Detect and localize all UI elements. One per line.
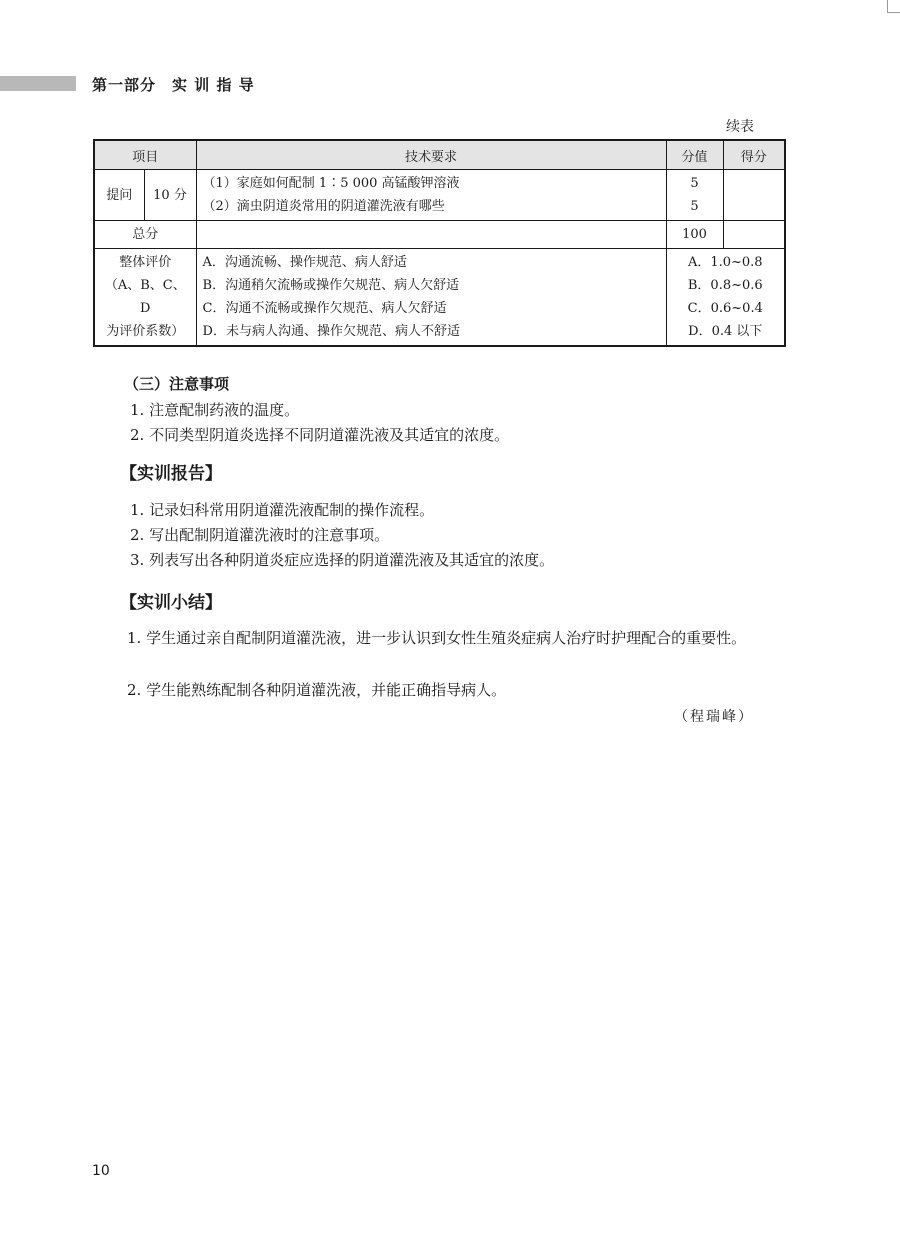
crop-mark [887, 0, 900, 13]
overall-item-cell [94, 249, 196, 347]
requirement-line: （1）家庭如何配制 1∶5 000 高锰酸钾溶液 [202, 176, 460, 191]
header-got: 得分 [723, 140, 785, 170]
total-requirement-cell [196, 221, 666, 249]
score-value: 5 [690, 199, 699, 214]
criteria-line: D．未与病人沟通、操作欠规范、病人不舒适 [202, 324, 460, 339]
report-heading: 【实训报告】 [120, 464, 222, 484]
coefficient-line: D．0.4 以下 [688, 324, 763, 339]
requirement-line: （2）滴虫阴道炎常用的阴道灌洗液有哪些 [202, 199, 445, 214]
total-score-cell: 100 [666, 221, 723, 249]
question-scores-cell [666, 170, 723, 221]
summary-item: 2. 学生能熟练配制各种阴道灌洗液，并能正确指导病人。 [127, 681, 507, 699]
overall-criteria-cell [196, 249, 666, 347]
overall-label-line: 为评价系数） [106, 324, 185, 339]
table-row [94, 170, 785, 221]
table-row [94, 221, 785, 249]
criteria-line: A．沟通流畅、操作规范、病人舒适 [202, 255, 407, 270]
summary-item: 1. 学生通过亲自配制阴道灌洗液，进一步认识到女性生殖炎症病人治疗时护理配合的重要性。 [127, 629, 747, 647]
question-requirements-cell [196, 170, 666, 221]
criteria-line: C．沟通不流畅或操作欠规范、病人欠舒适 [202, 301, 447, 316]
report-item: 2. 写出配制阴道灌洗液时的注意事项。 [130, 526, 390, 544]
running-header: 第一部分 实 训 指 导 [92, 76, 255, 94]
table-row [94, 249, 785, 347]
author-name: （程瑞峰） [674, 709, 754, 725]
overall-coefficients-cell [666, 249, 785, 347]
header-bar [0, 76, 76, 91]
notes-item: 2. 不同类型阴道炎选择不同阴道灌洗液及其适宜的浓度。 [130, 426, 510, 444]
score-value: 5 [690, 176, 699, 191]
overall-label-line: 整体评价 [119, 255, 172, 270]
report-item: 3. 列表写出各种阴道炎症应选择的阴道灌洗液及其适宜的浓度。 [130, 551, 555, 569]
total-got-cell [723, 221, 785, 249]
coefficient-line: B．0.8~0.6 [687, 278, 763, 293]
overall-label-line: （A、B、C、D [104, 278, 186, 316]
table-header-row [94, 140, 785, 170]
coefficient-line: C．0.6~0.4 [687, 301, 763, 316]
header-item: 项目 [94, 140, 196, 170]
page-number: 10 [92, 1163, 110, 1179]
notes-heading: （三）注意事项 [124, 375, 230, 393]
notes-item: 1. 注意配制药液的温度。 [130, 401, 300, 419]
coefficient-line: A．1.0~0.8 [687, 255, 763, 270]
total-item-cell: 总分 [94, 221, 196, 249]
question-got-cell [723, 170, 785, 221]
header-requirement: 技术要求 [196, 140, 666, 170]
question-item-cell: 提问 [94, 170, 144, 221]
table-continued-label: 续表 [726, 119, 754, 135]
criteria-line: B．沟通稍欠流畅或操作欠规范、病人欠舒适 [202, 278, 460, 293]
question-points-cell: 10 分 [144, 170, 196, 221]
evaluation-table [93, 139, 786, 347]
header-score: 分值 [666, 140, 723, 170]
summary-heading: 【实训小结】 [120, 593, 222, 613]
report-item: 1. 记录妇科常用阴道灌洗液配制的操作流程。 [130, 501, 435, 519]
